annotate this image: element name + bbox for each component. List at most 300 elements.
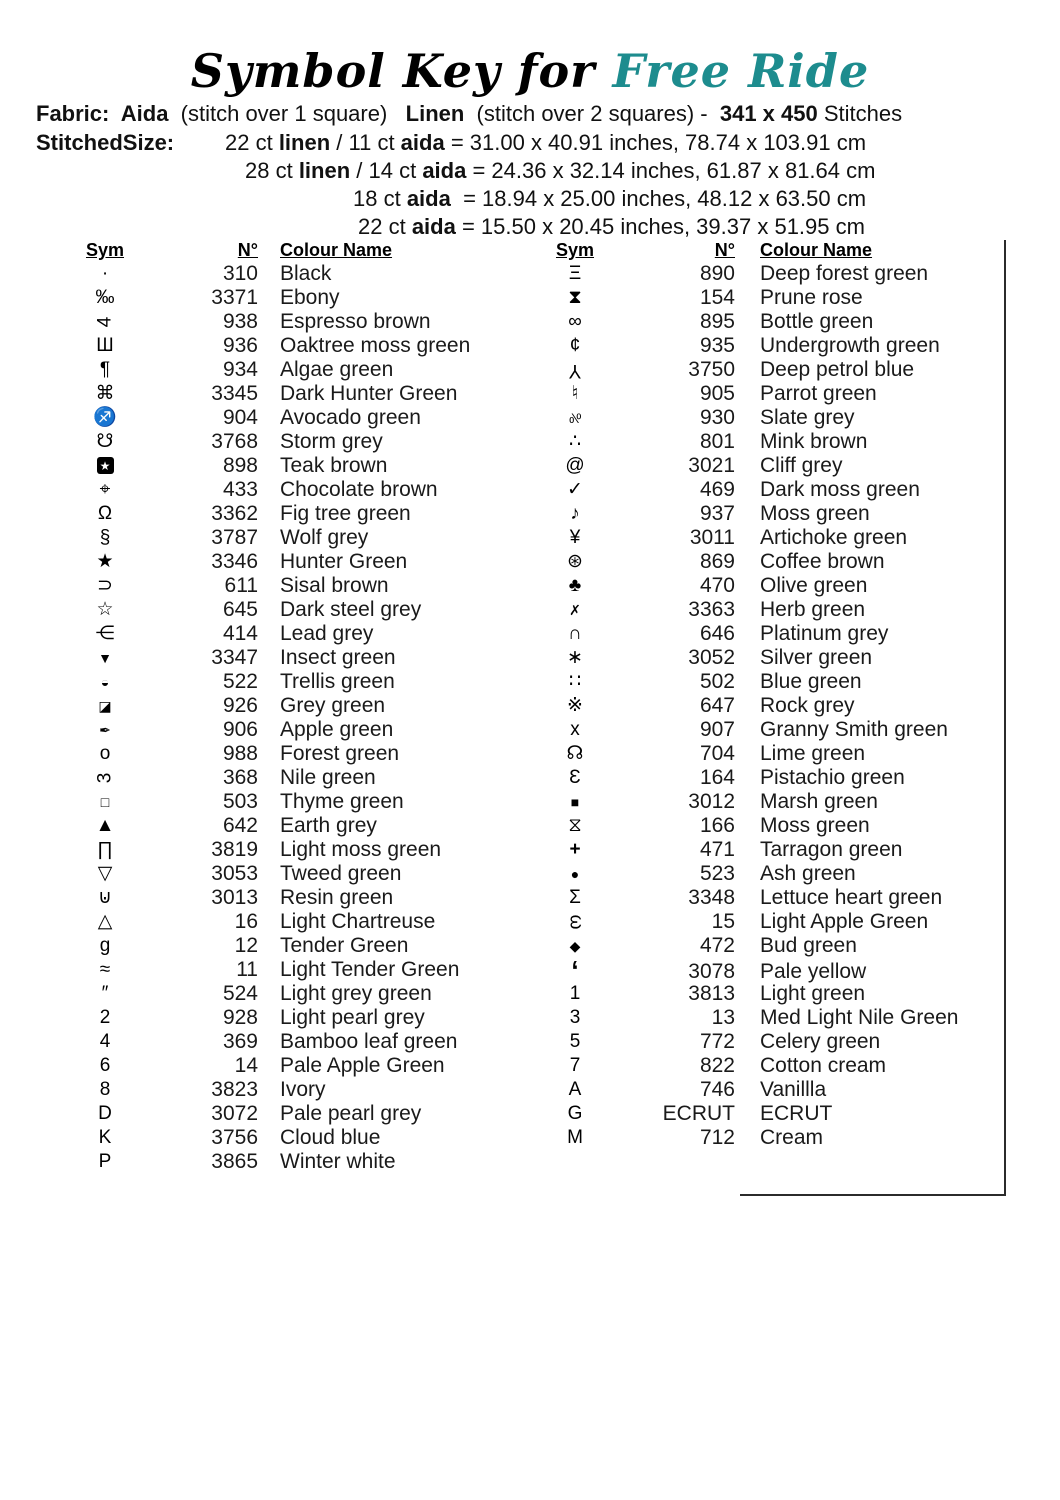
header-sym: Sym	[555, 240, 595, 260]
colour-name: Cream	[760, 1126, 824, 1149]
thread-number: 3362	[211, 502, 258, 525]
stitch-symbol: 1	[569, 983, 581, 1004]
key-table-row	[60, 934, 510, 958]
thread-number: 895	[699, 310, 735, 333]
thread-number: 3813	[688, 982, 735, 1005]
thread-number: 898	[222, 454, 258, 477]
key-table-row	[60, 1006, 510, 1030]
colour-name: Pistachio green	[760, 766, 905, 789]
stitch-symbol: Ω	[97, 503, 113, 524]
header-number: N°	[237, 240, 258, 260]
key-table-row	[60, 718, 510, 742]
stitch-symbol: ∏	[97, 839, 113, 860]
key-table-row	[60, 478, 510, 502]
colour-name: Ebony	[280, 286, 340, 309]
colour-name: Ash green	[760, 862, 856, 885]
colour-name: Bamboo leaf green	[280, 1030, 458, 1053]
size-line-4	[358, 214, 865, 240]
colour-name: Trellis green	[280, 670, 395, 693]
key-table-row	[60, 622, 510, 646]
stitch-symbol: 3	[93, 772, 115, 784]
stitch-symbol: ☊	[566, 743, 584, 764]
thread-number: 13	[711, 1006, 735, 1029]
thread-number: 523	[699, 862, 735, 885]
thread-number: 642	[222, 814, 258, 837]
text-run: (stitch over 2 squares) -	[464, 101, 720, 126]
key-table-row	[530, 1126, 1008, 1150]
key-table-row	[530, 766, 1008, 790]
thread-number: 414	[222, 622, 258, 645]
stitch-symbol: 4	[93, 316, 115, 328]
colour-name: Nile green	[280, 766, 376, 789]
stitch-symbol: ▽	[97, 863, 113, 884]
text-run: aida	[411, 214, 456, 239]
key-table-row	[60, 1126, 510, 1150]
key-table-row	[530, 955, 1008, 985]
text-run: Fabric: Aida	[36, 101, 169, 126]
colour-name: Oaktree moss green	[280, 334, 471, 357]
key-table-row	[530, 574, 1008, 598]
colour-name: Light moss green	[280, 838, 442, 861]
key-table-row	[60, 310, 510, 334]
thread-number: 3363	[688, 598, 735, 621]
stitch-symbol: 3	[569, 1007, 581, 1028]
text-run: (stitch over 1 square)	[168, 101, 406, 126]
colour-name: Tender Green	[280, 934, 409, 957]
key-table-row	[530, 310, 1008, 334]
text-run: aida	[406, 186, 451, 211]
key-table-row	[530, 886, 1008, 910]
stitch-symbol: 4	[99, 1031, 111, 1052]
title-prefix: Symbol Key for	[190, 44, 613, 98]
colour-name: Forest green	[280, 742, 400, 765]
thread-number: 905	[699, 382, 735, 405]
stitch-symbol: ✒	[99, 722, 111, 738]
key-table-row	[60, 1150, 510, 1174]
thread-number: 3011	[689, 526, 735, 549]
thread-number: 988	[222, 742, 258, 765]
stitch-symbol: ∗	[567, 647, 583, 668]
colour-name: Deep forest green	[760, 262, 929, 285]
stitch-symbol: ♣	[568, 575, 582, 596]
key-table-row	[60, 334, 510, 358]
key-table-row	[530, 982, 1008, 1006]
colour-name: Chocolate brown	[280, 478, 438, 501]
key-table-row	[530, 430, 1008, 454]
thread-number: 15	[711, 910, 735, 933]
key-table-row	[60, 814, 510, 838]
stitch-symbol: ■	[570, 794, 580, 810]
header-colour-name: Colour Name	[280, 240, 393, 260]
thread-number: 646	[699, 622, 735, 645]
stitch-symbol: ◆	[569, 938, 581, 954]
colour-name: Bud green	[760, 934, 857, 957]
text-run: 22 ct	[358, 214, 412, 239]
key-table-row	[530, 286, 1008, 310]
text-run: Linen	[405, 101, 465, 126]
colour-name: Tarragon green	[760, 838, 903, 861]
key-table-row	[530, 934, 1008, 958]
thread-number: 502	[699, 670, 735, 693]
thread-number: 3053	[211, 862, 258, 885]
colour-name: Algae green	[280, 358, 394, 381]
colour-name: Bottle green	[760, 310, 874, 333]
title-pattern-name: Free Ride	[612, 44, 870, 98]
stitch-symbol: ω	[565, 914, 586, 930]
colour-name: Cliff grey	[760, 454, 843, 477]
text-run: = 15.50 x 20.45 inches, 39.37 x 51.95 cm	[455, 214, 865, 239]
key-table-row	[60, 838, 510, 862]
thread-number: 12	[234, 934, 258, 957]
stitch-symbol: Ξ	[568, 263, 582, 284]
colour-name: Parrot green	[760, 382, 877, 405]
key-table-row	[530, 862, 1008, 886]
thread-number: 472	[699, 934, 735, 957]
key-column-left	[60, 238, 510, 1174]
key-table-row	[60, 382, 510, 406]
key-table-row	[60, 766, 510, 790]
key-table-row	[530, 262, 1008, 286]
stitch-symbol: ⌖	[99, 479, 111, 500]
colour-name: Lead grey	[280, 622, 374, 645]
fabric-line	[36, 101, 902, 127]
colour-name: Artichoke green	[760, 526, 908, 549]
text-run: aida	[400, 130, 445, 155]
colour-name: Celery green	[760, 1030, 881, 1053]
key-table-row	[530, 694, 1008, 718]
key-table-row	[60, 502, 510, 526]
key-table-row	[530, 550, 1008, 574]
text-run: 341 x 450	[719, 101, 818, 126]
thread-number: 3787	[211, 526, 258, 549]
thread-number: 928	[222, 1006, 258, 1029]
key-table-row	[60, 598, 510, 622]
colour-name: Storm grey	[280, 430, 383, 453]
stitch-symbol: ∞	[568, 311, 582, 332]
colour-name: Resin green	[280, 886, 394, 909]
key-table-row	[60, 982, 510, 1006]
colour-name: Apple green	[280, 718, 394, 741]
thread-number: 938	[222, 310, 258, 333]
key-table-row	[530, 1006, 1008, 1030]
key-table-row	[60, 430, 510, 454]
colour-name: Silver green	[760, 646, 873, 669]
key-table-row	[60, 790, 510, 814]
thread-number: ECRUT	[662, 1102, 735, 1125]
page-title	[0, 44, 1060, 98]
thread-number: 937	[699, 502, 735, 525]
thread-number: 647	[699, 694, 735, 717]
text-run: / 14 ct	[350, 158, 423, 183]
colour-name: Marsh green	[760, 790, 878, 813]
thread-number: 935	[699, 334, 735, 357]
stitch-symbol: ⋲	[95, 623, 115, 644]
stitch-symbol: g	[99, 935, 111, 956]
key-table-row	[530, 1102, 1008, 1126]
key-frame-right-border	[1004, 240, 1006, 1196]
stitch-symbol: Y	[568, 360, 582, 381]
stitch-symbol: ⧗	[568, 287, 582, 308]
colour-name: Pale pearl grey	[280, 1102, 422, 1125]
colour-name: Pale Apple Green	[280, 1054, 445, 1077]
key-table-row	[60, 286, 510, 310]
key-header-row	[530, 238, 1008, 262]
key-table-row	[60, 1102, 510, 1126]
thread-number: 930	[699, 406, 735, 429]
key-table-row	[530, 718, 1008, 742]
stitch-symbol: ◒	[100, 674, 110, 690]
key-table-row	[60, 1054, 510, 1078]
key-table-row	[60, 526, 510, 550]
key-table-row	[530, 358, 1008, 382]
stitch-symbol: ★	[97, 457, 114, 474]
key-table-row	[60, 862, 510, 886]
stitch-symbol: x	[570, 719, 580, 740]
stitch-symbol: §	[99, 527, 111, 548]
key-table-row	[60, 262, 510, 286]
thread-number: 3348	[688, 886, 735, 909]
thread-number: 890	[699, 262, 735, 285]
colour-name: Pale yellow	[760, 960, 867, 983]
stitch-symbol: ♪	[570, 503, 580, 524]
stitch-symbol: ●	[570, 866, 580, 882]
stitch-symbol: □	[100, 794, 110, 810]
key-table-row	[530, 454, 1008, 478]
colour-name: Light Tender Green	[280, 958, 460, 981]
thread-number: 16	[234, 910, 258, 933]
text-run: = 24.36 x 32.14 inches, 61.87 x 81.64 cm	[466, 158, 876, 183]
key-table-row	[530, 382, 1008, 406]
colour-name: Moss green	[760, 814, 870, 837]
thread-number: 469	[699, 478, 735, 501]
thread-number: 3346	[211, 550, 258, 573]
colour-name: Fig tree green	[280, 502, 411, 525]
colour-name: Light pearl grey	[280, 1006, 425, 1029]
stitch-symbol: Ɛ	[569, 767, 581, 788]
key-table-row	[530, 910, 1008, 934]
stitch-symbol: Σ	[569, 887, 581, 908]
stitched-size-label: StitchedSize:	[36, 130, 175, 155]
key-table-row	[530, 838, 1008, 862]
thread-number: 3012	[688, 790, 735, 813]
stitch-symbol: ¶	[99, 359, 111, 380]
colour-name: Med Light Nile Green	[760, 1006, 959, 1029]
thread-number: 611	[224, 574, 258, 597]
colour-name: Black	[280, 262, 332, 285]
thread-number: 470	[699, 574, 735, 597]
thread-number: 3371	[211, 286, 258, 309]
stitch-symbol: 5	[569, 1031, 581, 1052]
colour-name: ECRUT	[760, 1102, 833, 1125]
stitch-symbol: M	[567, 1127, 583, 1148]
header-colour-name: Colour Name	[760, 240, 873, 260]
thread-number: 934	[222, 358, 258, 381]
thread-number: 368	[222, 766, 258, 789]
colour-name: Dark steel grey	[280, 598, 422, 621]
colour-name: Insect green	[280, 646, 396, 669]
key-table-row	[60, 958, 510, 982]
colour-name: Teak brown	[280, 454, 388, 477]
thread-number: 907	[699, 718, 735, 741]
thread-number: 369	[222, 1030, 258, 1053]
stitch-symbol: ♮	[571, 383, 579, 404]
thread-number: 3345	[211, 382, 258, 405]
text-run: 28 ct	[245, 158, 299, 183]
stitch-symbol: P	[98, 1151, 112, 1172]
thread-number: 936	[222, 334, 258, 357]
colour-name: Ivory	[280, 1078, 326, 1101]
stitch-symbol: D	[98, 1103, 112, 1124]
colour-name: Deep petrol blue	[760, 358, 915, 381]
key-frame-bottom-border	[740, 1194, 1006, 1196]
stitch-symbol: ‘	[571, 955, 579, 985]
text-run: linen	[298, 158, 351, 183]
colour-name: Light Apple Green	[760, 910, 929, 933]
thread-number: 522	[222, 670, 258, 693]
key-table-row	[60, 406, 510, 430]
stitch-symbol: ★	[96, 551, 114, 572]
thread-number: 746	[699, 1078, 735, 1101]
key-table-row	[60, 646, 510, 670]
stitch-symbol: ⌘	[95, 383, 115, 404]
thread-number: 712	[699, 1126, 735, 1149]
key-table-row	[530, 1054, 1008, 1078]
thread-number: 801	[699, 430, 735, 453]
colour-name: Undergrowth green	[760, 334, 940, 357]
stitch-symbol: ⊃	[97, 575, 113, 596]
key-table-row	[530, 646, 1008, 670]
key-table-row	[60, 1078, 510, 1102]
key-table-row	[530, 478, 1008, 502]
thread-number: 166	[699, 814, 735, 837]
key-table-row	[60, 550, 510, 574]
size-line-1	[225, 130, 866, 156]
colour-name: Mink brown	[760, 430, 868, 453]
colour-name: Lettuce heart green	[760, 886, 943, 909]
colour-name: Herb green	[760, 598, 866, 621]
text-run: / 11 ct	[330, 130, 401, 155]
thread-number: 3865	[211, 1150, 258, 1173]
colour-name: Moss green	[760, 502, 870, 525]
thread-number: 433	[222, 478, 258, 501]
colour-name: Dark moss green	[760, 478, 920, 501]
colour-name: Slate grey	[760, 406, 855, 429]
thread-number: 3347	[211, 646, 258, 669]
colour-name: Thyme green	[280, 790, 404, 813]
thread-number: 822	[699, 1054, 735, 1077]
colour-name: Sisal brown	[280, 574, 389, 597]
thread-number: 154	[699, 286, 735, 309]
key-table-row	[60, 454, 510, 478]
thread-number: 3750	[688, 358, 735, 381]
stitch-symbol: ″	[101, 983, 109, 1004]
thread-number: 926	[222, 694, 258, 717]
colour-name: Avocado green	[280, 406, 421, 429]
key-table-row	[530, 334, 1008, 358]
stitch-symbol: 6	[99, 1055, 111, 1076]
text-run: Stitches	[817, 101, 903, 126]
colour-name: Grey green	[280, 694, 386, 717]
thread-number: 3756	[211, 1126, 258, 1149]
stitch-symbol: ☋	[96, 431, 114, 452]
colour-name: Tweed green	[280, 862, 402, 885]
stitch-symbol: ‰	[95, 287, 115, 308]
key-table-row	[530, 814, 1008, 838]
stitch-symbol: 8	[99, 1079, 111, 1100]
stitch-symbol: Ш	[96, 335, 114, 356]
thread-number: 14	[234, 1054, 258, 1077]
key-table-row	[60, 574, 510, 598]
colour-name: Light Chartreuse	[280, 910, 436, 933]
text-run: linen	[278, 130, 331, 155]
colour-name: Olive green	[760, 574, 868, 597]
colour-name: Prune rose	[760, 286, 863, 309]
colour-name: Granny Smith green	[760, 718, 948, 741]
key-table-row	[530, 1078, 1008, 1102]
stitch-symbol: ⧖	[568, 815, 582, 836]
stitch-symbol: ⊍	[98, 887, 112, 908]
thread-number: 471	[699, 838, 735, 861]
colour-name: Earth grey	[280, 814, 377, 837]
colour-name: Cotton cream	[760, 1054, 887, 1077]
stitch-symbol: ⊛	[567, 551, 583, 572]
stitch-symbol: ≈	[99, 959, 111, 980]
key-table-row	[530, 598, 1008, 622]
stitch-symbol: 7	[569, 1055, 581, 1076]
stitch-symbol: G	[567, 1103, 583, 1124]
thread-number: 164	[699, 766, 735, 789]
key-table-row	[530, 406, 1008, 430]
thread-number: 3768	[211, 430, 258, 453]
colour-name: Cloud blue	[280, 1126, 381, 1149]
stitch-symbol: △	[97, 911, 113, 932]
key-table-row	[530, 1030, 1008, 1054]
key-table-row	[530, 670, 1008, 694]
colour-name: Light grey green	[280, 982, 432, 1005]
stitch-symbol: ▼	[98, 650, 112, 666]
thread-number: 772	[699, 1030, 735, 1053]
stitch-symbol: 2	[99, 1007, 111, 1028]
header-sym: Sym	[85, 240, 125, 260]
size-line-3	[353, 186, 866, 212]
thread-number: 11	[236, 958, 258, 981]
key-table-row	[60, 358, 510, 382]
thread-number: 3078	[688, 960, 735, 983]
key-table-row	[60, 670, 510, 694]
stitch-symbol: ∩	[568, 623, 582, 644]
key-table-row	[530, 526, 1008, 550]
thread-number: 3013	[211, 886, 258, 909]
thread-number: 906	[222, 718, 258, 741]
colour-name: Lime green	[760, 742, 866, 765]
size-line-2	[245, 158, 875, 184]
stitch-symbol: ▲	[95, 815, 115, 836]
colour-name: Light green	[760, 982, 866, 1005]
thread-number: 3052	[688, 646, 735, 669]
text-run: 18 ct	[353, 186, 407, 211]
colour-name: Winter white	[280, 1150, 396, 1173]
stitch-symbol: ∴	[568, 431, 582, 452]
stitch-symbol: ∷	[568, 671, 582, 692]
stitch-symbol: %	[568, 410, 582, 426]
key-table-row	[60, 1030, 510, 1054]
key-table-row	[60, 910, 510, 934]
thread-number: 704	[699, 742, 735, 765]
stitch-symbol: o	[99, 743, 111, 764]
text-run: aida	[422, 158, 467, 183]
key-table-row	[530, 790, 1008, 814]
stitch-symbol: A	[568, 1079, 582, 1100]
